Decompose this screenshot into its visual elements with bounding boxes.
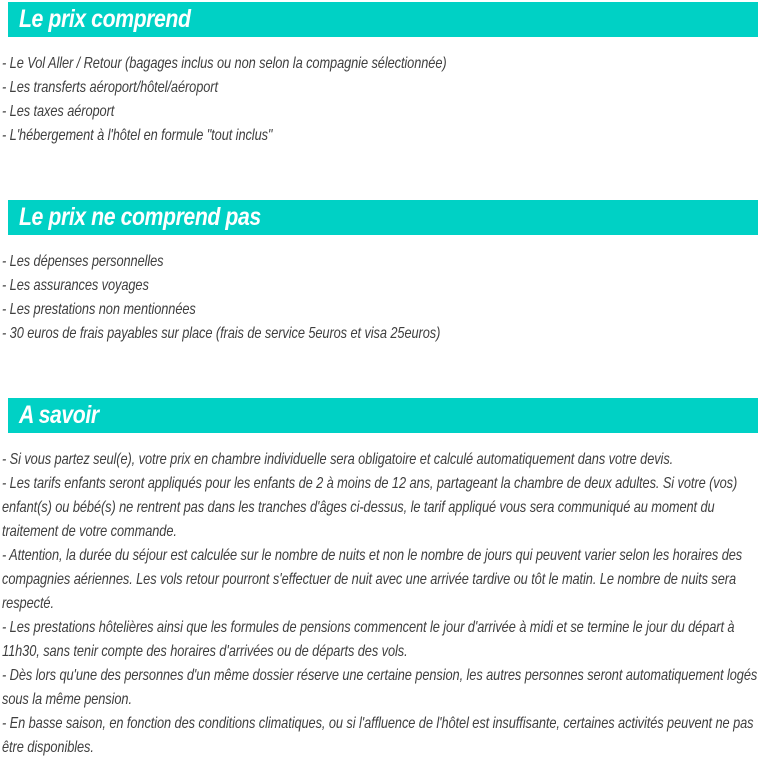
section-good-to-know <box>0 398 758 760</box>
section-header-bar <box>8 398 758 433</box>
section-title: A savoir <box>19 401 99 429</box>
list-item: - En basse saison, en fonction des conditions climatiques, ou si l'affluence de l'hôtel est insuffisante, certaines activités peuvent ne pas être disponibles. <box>2 715 754 756</box>
section-title: Le prix ne comprend pas <box>19 203 261 231</box>
list-item: - Les prestations non mentionnées <box>2 301 196 318</box>
list-item: - Le Vol Aller / Retour (bagages inclus ou non selon la compagnie sélectionnée) <box>2 55 447 72</box>
section-price-includes <box>0 2 758 148</box>
list-item: - L'hébergement à l'hôtel en formule "tout inclus" <box>2 127 273 144</box>
list-item: - Les tarifs enfants seront appliqués pour les enfants de 2 à moins de 12 ans, partageant la chambre de deux adultes. Si votre (vos) enfant(s) ou bébé(s) ne rentrent pas dans les tranches d'âges ci-dessus, le tarif appliqué vous sera communiqué au moment du traitement de votre commande. <box>2 475 738 540</box>
list-item: - Dès lors qu'une des personnes d'un même dossier réserve une certaine pension, les autres personnes seront automatiquement logés sous la même pension. <box>2 667 758 708</box>
list-item: - Si vous partez seul(e), votre prix en chambre individuelle sera obligatoire et calculé automatiquement dans votre devis. <box>2 451 674 468</box>
list-item: - Attention, la durée du séjour est calculée sur le nombre de nuits et non le nombre de jours qui peuvent varier selon les horaires des compagnies aériennes. Les vols retour pourront s'effectuer de nuit avec une arrivée tardive ou tôt le matin. Le nombre de nuits sera respecté. <box>2 547 743 612</box>
list-item: - 30 euros de frais payables sur place (frais de service 5euros et visa 25euros) <box>2 325 441 342</box>
section-header-bar <box>8 200 758 235</box>
section-title: Le prix comprend <box>19 5 191 33</box>
list-item: - Les dépenses personnelles <box>2 253 164 270</box>
list-item: - Les taxes aéroport <box>2 103 115 120</box>
section-price-excludes <box>0 200 758 346</box>
section-body <box>2 448 758 760</box>
section-header-bar <box>8 2 758 37</box>
list-item: - Les prestations hôtelières ainsi que les formules de pensions commencent le jour d'arrivée à midi et se termine le jour du départ à 11h30, sans tenir compte des horaires d'arrivées ou de départs des vols. <box>2 619 735 660</box>
list-item: - Les assurances voyages <box>2 277 149 294</box>
list-item: - Les transferts aéroport/hôtel/aéroport <box>2 79 218 96</box>
section-body <box>2 52 758 148</box>
section-body <box>2 250 758 346</box>
